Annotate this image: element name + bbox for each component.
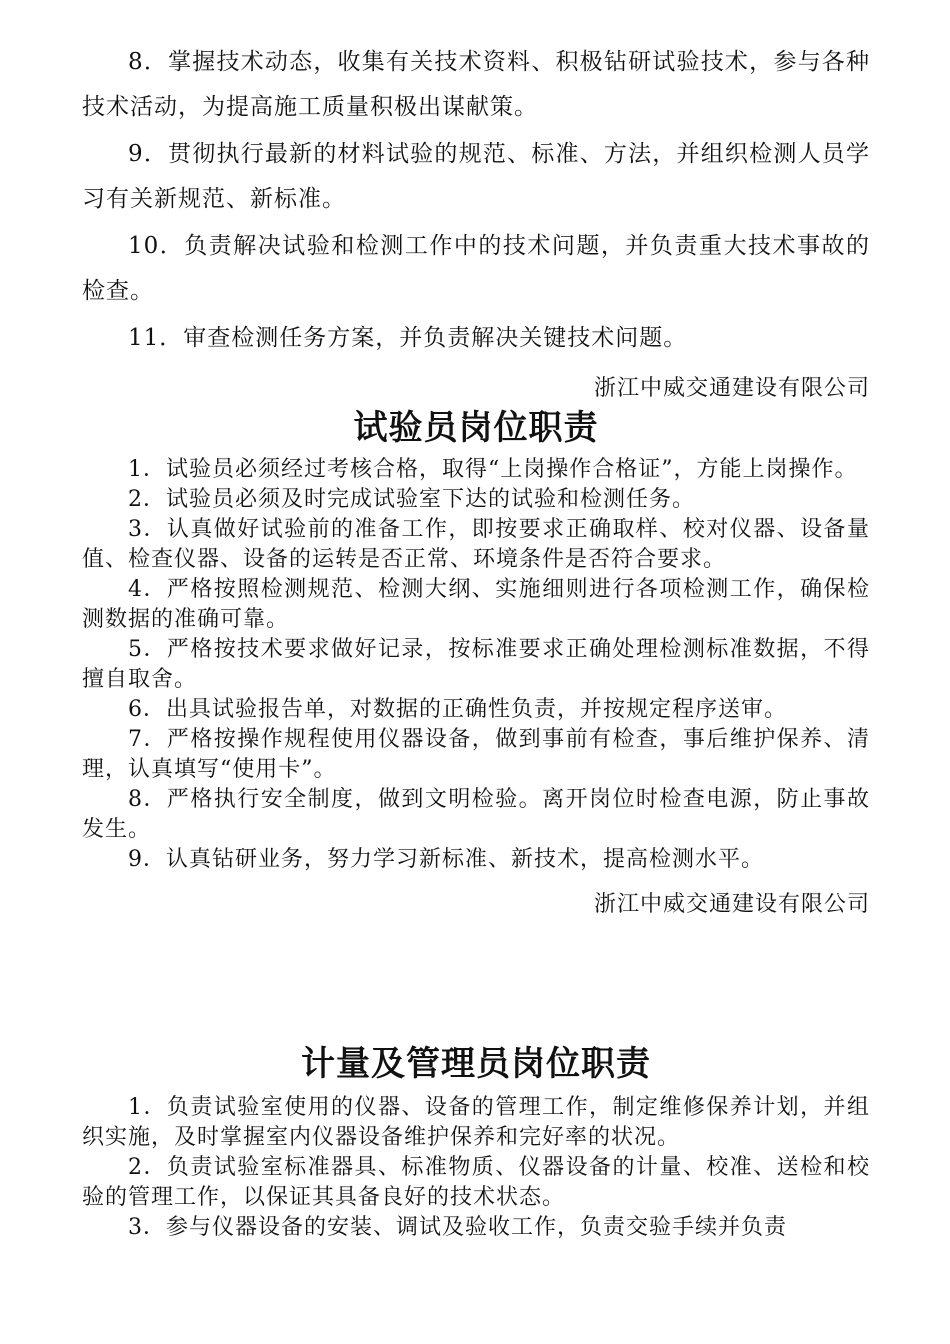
section-title: 计量及管理员岗位职责	[301, 1044, 651, 1084]
document-page	[82, 40, 870, 1243]
paragraph: 2．负责试验室标准器具、标准物质、仪器设备的计量、校准、送检和校验的管理工作，以保证其具备良好的技术状态。	[82, 1155, 870, 1210]
paragraph: 6．出具试验报告单，对数据的正确性负责，并按规定程序送审。	[128, 697, 787, 722]
paragraph: 2．试验员必须及时完成试验室下达的试验和检测任务。	[128, 487, 695, 512]
paragraph: 8．严格执行安全制度，做到文明检验。离开岗位时检查电源，防止事故发生。	[82, 787, 870, 842]
paragraph: 9．认真钻研业务，努力学习新标准、新技术，提高检测水平。	[128, 847, 764, 872]
paragraph: 3．参与仪器设备的安装、调试及验收工作，负责交验手续并负责	[128, 1215, 787, 1240]
paragraph: 10．负责解决试验和检测工作中的技术问题，并负责重大技术事故的检查。	[82, 233, 870, 304]
paragraph: 9．贯彻执行最新的材料试验的规范、标准、方法，并组织检测人员学习有关新规范、新标准。	[82, 141, 870, 212]
company-signature: 浙江中威交通建设有限公司	[593, 892, 870, 917]
paragraph: 7．严格按操作规程使用仪器设备，做到事前有检查，事后维护保养、清理，认真填写“使用卡”。	[82, 727, 870, 782]
paragraph: 1．负责试验室使用的仪器、设备的管理工作，制定维修保养计划，并组织实施，及时掌握室内仪器设备维护保养和完好率的状况。	[82, 1095, 870, 1150]
section-3	[82, 1039, 870, 1243]
company-signature: 浙江中威交通建设有限公司	[593, 376, 870, 401]
paragraph: 3．认真做好试验前的准备工作，即按要求正确取样、校对仪器、设备量值、检查仪器、设备的运转是否正常、环境条件是否符合要求。	[82, 517, 870, 572]
paragraph: 11．审查检测任务方案，并负责解决关键技术问题。	[128, 325, 688, 351]
paragraph: 5．严格按技术要求做好记录，按标准要求正确处理检测标准数据，不得擅自取舍。	[82, 637, 870, 692]
section-title: 试验员岗位职责	[353, 408, 599, 448]
section-1	[82, 40, 870, 405]
paragraph: 8．掌握技术动态，收集有关技术资料、积极钻研试验技术，参与各种技术活动，为提高施工质量积极出谋献策。	[82, 49, 870, 120]
section-2	[82, 403, 870, 921]
paragraph: 4．严格按照检测规范、检测大纲、实施细则进行各项检测工作，确保检测数据的准确可靠。	[82, 577, 870, 632]
paragraph: 1．试验员必须经过考核合格，取得“上岗操作合格证”，方能上岗操作。	[128, 457, 858, 482]
